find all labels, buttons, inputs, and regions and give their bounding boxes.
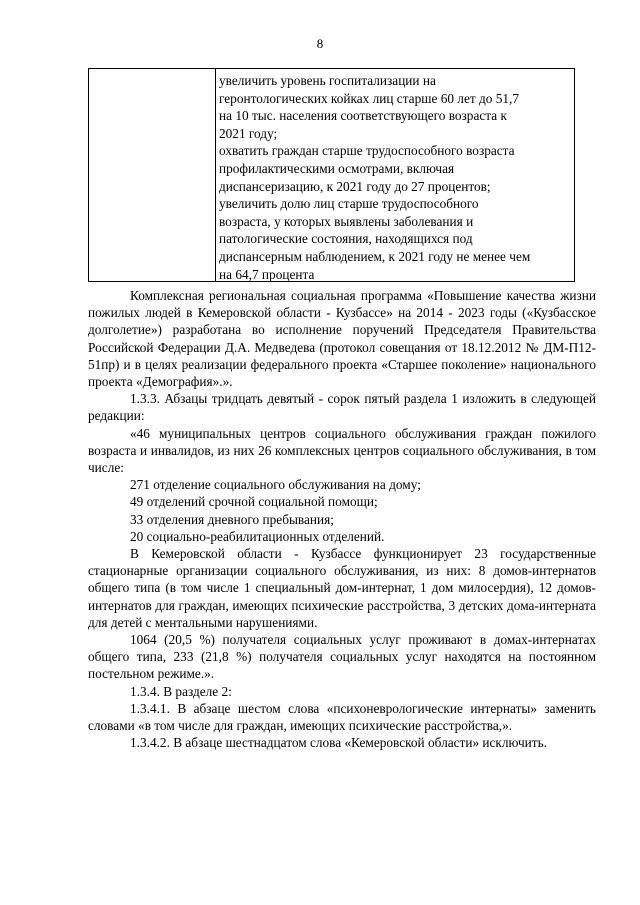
- table-line: диспансерным наблюдением, к 2021 году не менее чем: [219, 248, 531, 264]
- table-line: 2021 году;: [219, 125, 278, 141]
- paragraph-recipients: 1064 (20,5 %) получателя социальных услуг проживают в домах-интернатах общего типа, 233 (21,8 %) получателя социальных услуг находятся на постоянном постельном режиме.».: [88, 632, 596, 682]
- table-line: увеличить уровень госпитализации на: [219, 73, 436, 88]
- paragraph-1-3-4-1: 1.3.4.1. В абзаце шестом слова «психоневрологические интернаты» заменить словами «в том числе для граждан, имеющих психические расстройства,».: [88, 700, 596, 734]
- table-line: геронтологических койках лиц старше 60 лет до 51,7: [219, 90, 519, 106]
- table-line: на 10 тыс. населения соответствующего возраста к: [219, 108, 507, 124]
- table-line: патологические состояния, находящихся под: [219, 231, 473, 247]
- table-line: возраста, у которых выявлены заболевания и: [219, 213, 474, 229]
- paragraph-centers: «46 муниципальных центров социального обслуживания граждан пожилого возраста и инвалидов, из них 26 комплексных центров социального обслуживания, в том числе:: [88, 425, 596, 476]
- table-line: на 64,7 процента: [219, 266, 315, 282]
- table-line: профилактическими осмотрами, включая: [219, 160, 455, 176]
- paragraph-state-organizations: В Кемеровской области - Кузбассе функционирует 23 государственные стационарные организации социального обслуживания, из них: 8 домов-интернатов общего типа (в том числе 1 специальный дом-интернат, 1 дом милосердия), 12 домов-интернатов для граждан, имеющих психические расстройства, 3 детских дома-интерната для детей с ментальными нарушениями.: [88, 546, 596, 630]
- paragraph-urgent-help: 49 отделений срочной социальной помощи;: [130, 494, 378, 510]
- goals-table: [88, 68, 575, 282]
- paragraph-home-service: 271 отделение социального обслуживания на дому;: [130, 477, 421, 493]
- paragraph-1-3-4-2: 1.3.4.2. В абзаце шестнадцатом слова «Кемеровской области» исключить.: [130, 735, 547, 751]
- document-body: [88, 287, 596, 751]
- paragraph-program-description: Комплексная региональная социальная программа «Повышение качества жизни пожилых людей в Кемеровской области - Кузбассе» на 2014 - 2023 годы («Кузбасское долголетие») разработана во исполнение поручений Председателя Правительства Российской Федерации Д.А. Медведева (протокол совещания от 18.12.2012 № ДМ-П12-51пр) и в целях реализации федерального проекта «Старшее поколение» национального проекта «Демография».».: [88, 288, 596, 390]
- table-line: охватить граждан старше трудоспособного возраста: [219, 143, 515, 159]
- paragraph-rehab: 20 социально-реабилитационных отделений.: [130, 528, 385, 544]
- table-line: диспансеризацию, к 2021 году до 27 процентов;: [219, 178, 491, 194]
- table-line: увеличить долю лиц старше трудоспособного: [219, 196, 479, 212]
- table-column-divider: [215, 69, 216, 281]
- page-number: 8: [316, 36, 324, 51]
- table-cell-goals: [219, 72, 569, 283]
- paragraph-day-stay: 33 отделения дневного пребывания;: [130, 511, 334, 527]
- paragraph-1-3-4: 1.3.4. В разделе 2:: [130, 683, 232, 699]
- paragraph-1-3-3: 1.3.3. Абзацы тридцать девятый - сорок пятый раздела 1 изложить в следующей редакции:: [88, 391, 596, 424]
